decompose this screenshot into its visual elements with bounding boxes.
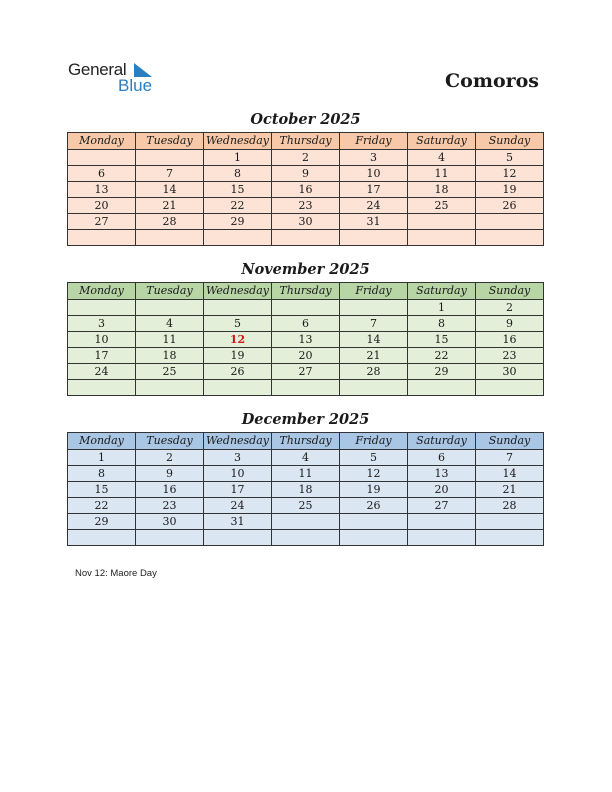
empty-day-cell — [408, 230, 476, 246]
empty-day-cell — [408, 514, 476, 530]
day-cell: 24 — [68, 364, 136, 380]
day-cell: 18 — [136, 348, 204, 364]
week-row — [68, 214, 544, 230]
day-cell: 8 — [204, 166, 272, 182]
weekday-sunday: Sunday — [476, 133, 544, 150]
week-row — [68, 364, 544, 380]
day-cell: 27 — [272, 364, 340, 380]
day-cell: 15 — [68, 482, 136, 498]
day-cell: 29 — [204, 214, 272, 230]
empty-day-cell — [476, 530, 544, 546]
empty-day-cell — [408, 380, 476, 396]
day-cell: 3 — [204, 450, 272, 466]
weekday-thursday: Thursday — [272, 133, 340, 150]
day-cell: 26 — [204, 364, 272, 380]
weekday-header-row — [68, 433, 544, 450]
weekday-friday: Friday — [340, 433, 408, 450]
day-cell: 9 — [476, 316, 544, 332]
empty-day-cell — [408, 214, 476, 230]
generalblue-logo — [68, 60, 168, 96]
day-cell: 12 — [340, 466, 408, 482]
day-cell: 5 — [204, 316, 272, 332]
empty-day-cell — [136, 530, 204, 546]
day-cell: 14 — [136, 182, 204, 198]
day-cell: 27 — [408, 498, 476, 514]
day-cell: 10 — [204, 466, 272, 482]
day-cell: 13 — [408, 466, 476, 482]
weekday-saturday: Saturday — [408, 283, 476, 300]
logo-general-text: General — [68, 60, 127, 79]
day-cell: 21 — [136, 198, 204, 214]
week-row — [68, 530, 544, 546]
week-row — [68, 198, 544, 214]
day-cell: 1 — [68, 450, 136, 466]
day-cell: 1 — [408, 300, 476, 316]
empty-day-cell — [136, 380, 204, 396]
day-cell: 7 — [340, 316, 408, 332]
empty-day-cell — [68, 380, 136, 396]
empty-day-cell — [272, 230, 340, 246]
day-cell: 21 — [476, 482, 544, 498]
weekday-thursday: Thursday — [272, 433, 340, 450]
day-cell: 22 — [68, 498, 136, 514]
day-cell: 17 — [340, 182, 408, 198]
day-cell: 25 — [272, 498, 340, 514]
logo-blue-text: Blue — [118, 76, 153, 95]
weekday-tuesday: Tuesday — [136, 133, 204, 150]
day-cell: 29 — [68, 514, 136, 530]
day-cell: 30 — [476, 364, 544, 380]
day-cell: 3 — [68, 316, 136, 332]
day-cell: 11 — [272, 466, 340, 482]
day-cell: 22 — [204, 198, 272, 214]
day-cell: 23 — [272, 198, 340, 214]
day-cell: 16 — [476, 332, 544, 348]
day-cell: 31 — [340, 214, 408, 230]
weekday-sunday: Sunday — [476, 433, 544, 450]
day-cell: 7 — [476, 450, 544, 466]
week-row — [68, 466, 544, 482]
empty-day-cell — [340, 514, 408, 530]
empty-day-cell — [68, 230, 136, 246]
day-cell: 25 — [136, 364, 204, 380]
month-december — [67, 410, 544, 546]
day-cell: 23 — [136, 498, 204, 514]
empty-day-cell — [204, 230, 272, 246]
day-cell: 28 — [136, 214, 204, 230]
empty-day-cell — [68, 150, 136, 166]
day-cell: 18 — [408, 182, 476, 198]
day-cell: 2 — [476, 300, 544, 316]
day-cell: 10 — [68, 332, 136, 348]
empty-day-cell — [68, 300, 136, 316]
day-cell: 12 — [204, 332, 272, 348]
week-row — [68, 348, 544, 364]
weekday-thursday: Thursday — [272, 283, 340, 300]
week-row — [68, 316, 544, 332]
day-cell: 2 — [272, 150, 340, 166]
week-row — [68, 230, 544, 246]
month-title: December 2025 — [241, 411, 370, 428]
calendar-body — [68, 300, 544, 396]
empty-day-cell — [272, 530, 340, 546]
day-cell: 21 — [340, 348, 408, 364]
day-cell: 15 — [204, 182, 272, 198]
empty-day-cell — [136, 150, 204, 166]
weekday-monday: Monday — [68, 283, 136, 300]
day-cell: 6 — [272, 316, 340, 332]
day-cell: 14 — [476, 466, 544, 482]
week-row — [68, 166, 544, 182]
empty-day-cell — [272, 380, 340, 396]
day-cell: 9 — [272, 166, 340, 182]
week-row — [68, 300, 544, 316]
day-cell: 22 — [408, 348, 476, 364]
day-cell: 1 — [204, 150, 272, 166]
day-cell: 12 — [476, 166, 544, 182]
holiday-note: Nov 12: Maore Day — [75, 568, 157, 579]
day-cell: 25 — [408, 198, 476, 214]
weekday-saturday: Saturday — [408, 433, 476, 450]
day-cell: 23 — [476, 348, 544, 364]
day-cell: 6 — [408, 450, 476, 466]
day-cell: 13 — [272, 332, 340, 348]
empty-day-cell — [340, 230, 408, 246]
day-cell: 28 — [476, 498, 544, 514]
weekday-wednesday: Wednesday — [204, 133, 272, 150]
day-cell: 18 — [272, 482, 340, 498]
empty-day-cell — [340, 300, 408, 316]
weekday-tuesday: Tuesday — [136, 433, 204, 450]
day-cell: 3 — [340, 150, 408, 166]
calendar-table — [67, 132, 544, 246]
week-row — [68, 482, 544, 498]
day-cell: 13 — [68, 182, 136, 198]
week-row — [68, 150, 544, 166]
day-cell: 11 — [408, 166, 476, 182]
weekday-monday: Monday — [68, 433, 136, 450]
holiday-notes — [75, 568, 157, 579]
empty-day-cell — [476, 380, 544, 396]
week-row — [68, 514, 544, 530]
day-cell: 19 — [476, 182, 544, 198]
month-title: October 2025 — [250, 111, 361, 128]
empty-day-cell — [408, 530, 476, 546]
empty-day-cell — [340, 380, 408, 396]
day-cell: 7 — [136, 166, 204, 182]
day-cell: 6 — [68, 166, 136, 182]
calendar-body — [68, 150, 544, 246]
day-cell: 30 — [272, 214, 340, 230]
weekday-friday: Friday — [340, 133, 408, 150]
empty-day-cell — [476, 230, 544, 246]
month-november — [67, 260, 544, 396]
empty-day-cell — [476, 514, 544, 530]
day-cell: 17 — [68, 348, 136, 364]
empty-day-cell — [272, 514, 340, 530]
weekday-sunday: Sunday — [476, 283, 544, 300]
empty-day-cell — [272, 300, 340, 316]
day-cell: 20 — [408, 482, 476, 498]
day-cell: 30 — [136, 514, 204, 530]
weekday-header-row — [68, 133, 544, 150]
day-cell: 10 — [340, 166, 408, 182]
month-october — [67, 110, 544, 246]
day-cell: 5 — [340, 450, 408, 466]
weekday-header-row — [68, 283, 544, 300]
weekday-monday: Monday — [68, 133, 136, 150]
day-cell: 4 — [136, 316, 204, 332]
calendar-table — [67, 282, 544, 396]
day-cell: 26 — [340, 498, 408, 514]
day-cell: 8 — [408, 316, 476, 332]
week-row — [68, 332, 544, 348]
day-cell: 17 — [204, 482, 272, 498]
weekday-wednesday: Wednesday — [204, 433, 272, 450]
day-cell: 4 — [408, 150, 476, 166]
day-cell: 31 — [204, 514, 272, 530]
week-row — [68, 450, 544, 466]
empty-day-cell — [204, 380, 272, 396]
day-cell: 8 — [68, 466, 136, 482]
day-cell: 28 — [340, 364, 408, 380]
calendar-body — [68, 450, 544, 546]
day-cell: 4 — [272, 450, 340, 466]
weekday-tuesday: Tuesday — [136, 283, 204, 300]
day-cell: 2 — [136, 450, 204, 466]
week-row — [68, 182, 544, 198]
month-title: November 2025 — [241, 261, 370, 278]
day-cell: 16 — [272, 182, 340, 198]
day-cell: 20 — [272, 348, 340, 364]
empty-day-cell — [340, 530, 408, 546]
week-row — [68, 380, 544, 396]
logo-flag-icon — [134, 63, 152, 77]
day-cell: 19 — [204, 348, 272, 364]
day-cell: 16 — [136, 482, 204, 498]
day-cell: 11 — [136, 332, 204, 348]
empty-day-cell — [136, 300, 204, 316]
day-cell: 14 — [340, 332, 408, 348]
weekday-wednesday: Wednesday — [204, 283, 272, 300]
empty-day-cell — [136, 230, 204, 246]
weekday-friday: Friday — [340, 283, 408, 300]
day-cell: 26 — [476, 198, 544, 214]
empty-day-cell — [204, 530, 272, 546]
day-cell: 5 — [476, 150, 544, 166]
weekday-saturday: Saturday — [408, 133, 476, 150]
empty-day-cell — [68, 530, 136, 546]
calendar-table — [67, 432, 544, 546]
day-cell: 9 — [136, 466, 204, 482]
day-cell: 24 — [204, 498, 272, 514]
week-row — [68, 498, 544, 514]
day-cell: 19 — [340, 482, 408, 498]
day-cell: 20 — [68, 198, 136, 214]
day-cell: 15 — [408, 332, 476, 348]
empty-day-cell — [476, 214, 544, 230]
day-cell: 27 — [68, 214, 136, 230]
empty-day-cell — [204, 300, 272, 316]
country-title: Comoros — [445, 70, 539, 92]
day-cell: 29 — [408, 364, 476, 380]
day-cell: 24 — [340, 198, 408, 214]
